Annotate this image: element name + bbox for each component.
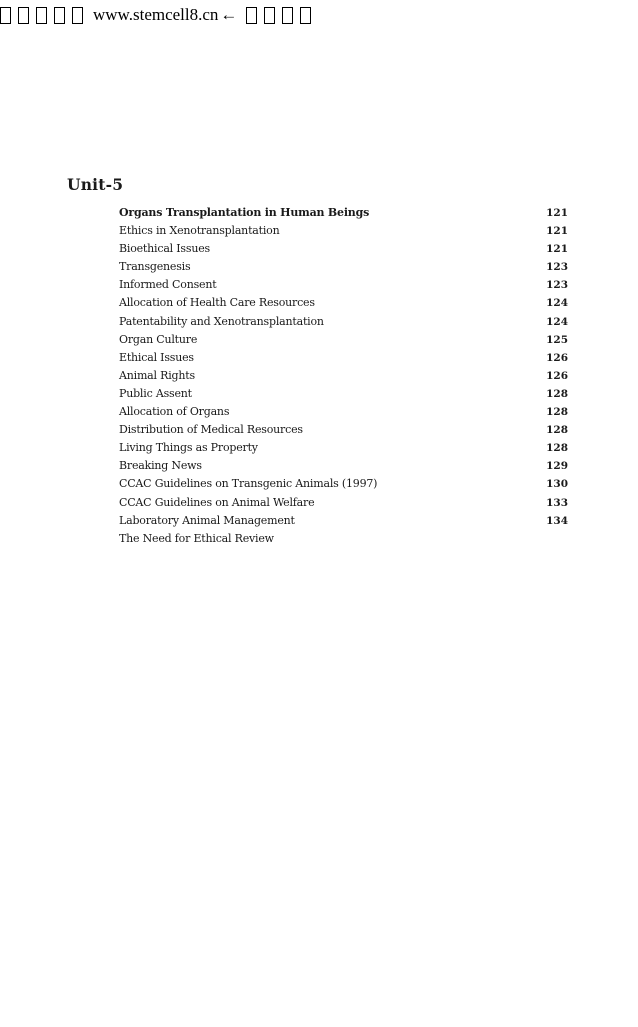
toc-entry[interactable]	[119, 260, 568, 278]
toc-entry[interactable]	[119, 532, 568, 550]
toc-entry[interactable]	[119, 296, 568, 314]
toc-entry-title: The Need for Ethical Review	[119, 531, 274, 545]
toc-entry-title: Laboratory Animal Management	[119, 513, 295, 527]
toc-entry-title: Public Assent	[119, 386, 192, 400]
toc-entry-title: Informed Consent	[119, 278, 217, 292]
missing-glyph-icon	[36, 7, 47, 24]
toc-entry-title: Breaking News	[119, 459, 202, 473]
toc-entry[interactable]	[119, 315, 568, 333]
toc-entry-page: 126	[546, 369, 568, 382]
unit-title: Unit-5	[67, 175, 124, 194]
header-banner	[0, 2, 318, 28]
toc-entry-page: 129	[546, 460, 568, 473]
toc-entry-title: Living Things as Property	[119, 441, 258, 455]
toc-entry-title: Bioethical Issues	[119, 242, 210, 256]
toc-entry-page: 121	[546, 243, 568, 256]
toc-entry-page: 125	[546, 333, 568, 346]
toc-entry-title: CCAC Guidelines on Transgenic Animals (1997)	[119, 477, 378, 491]
toc-entry[interactable]	[119, 242, 568, 260]
toc-entry-page: 130	[546, 478, 568, 491]
missing-glyph-icon	[246, 7, 257, 24]
toc-entry[interactable]	[119, 206, 568, 224]
toc-entry[interactable]	[119, 423, 568, 441]
toc-entry-title: Animal Rights	[119, 368, 195, 382]
toc-entry-title: Organs Transplantation in Human Beings	[119, 206, 370, 219]
toc-entry-title: Organ Culture	[119, 332, 198, 346]
toc-entry-page: 128	[546, 424, 568, 437]
toc-entry[interactable]	[119, 351, 568, 369]
toc-entry-title: Distribution of Medical Resources	[119, 423, 303, 437]
missing-glyph-icon	[54, 7, 65, 24]
toc-entry-page: 134	[546, 514, 568, 527]
toc-entry[interactable]	[119, 441, 568, 459]
toc-entry-page: 128	[546, 442, 568, 455]
toc-entry-page: 121	[546, 207, 568, 219]
missing-glyph-icon	[0, 7, 11, 24]
toc-entry-page: 124	[546, 315, 568, 328]
toc-entry-page: 126	[546, 351, 568, 364]
missing-glyph-icon	[282, 7, 293, 24]
toc-entry[interactable]	[119, 477, 568, 495]
toc-entry[interactable]	[119, 405, 568, 423]
toc-entry[interactable]	[119, 496, 568, 514]
toc-entry[interactable]	[119, 369, 568, 387]
toc-entry-title: Allocation of Organs	[119, 405, 230, 419]
toc-entry-page: 123	[546, 261, 568, 274]
toc-entry-title: Allocation of Health Care Resources	[119, 296, 315, 310]
missing-glyph-icon	[300, 7, 311, 24]
toc-entry-title: Ethical Issues	[119, 350, 194, 364]
missing-glyph-icon	[264, 7, 275, 24]
toc-entry-title: Patentability and Xenotransplantation	[119, 314, 324, 328]
missing-glyph-icon	[72, 7, 83, 24]
toc-entry[interactable]	[119, 387, 568, 405]
toc-entry-title: Ethics in Xenotransplantation	[119, 224, 280, 238]
toc-entry[interactable]	[119, 224, 568, 242]
banner-url-link[interactable]: www.stemcell8.cn	[93, 5, 219, 24]
toc-entry[interactable]	[119, 333, 568, 351]
toc-entry-title: CCAC Guidelines on Animal Welfare	[119, 495, 315, 509]
toc-entry-title: Transgenesis	[119, 260, 191, 274]
toc-entry-page: 133	[546, 496, 568, 509]
toc-entry-page: 128	[546, 406, 568, 419]
toc-entry[interactable]	[119, 278, 568, 296]
table-of-contents	[119, 206, 568, 550]
toc-entry-page: 124	[546, 297, 568, 310]
missing-glyph-icon	[18, 7, 29, 24]
toc-entry[interactable]	[119, 514, 568, 532]
left-arrow-icon: ←	[220, 5, 238, 24]
toc-entry-page: 121	[546, 225, 568, 238]
toc-entry-page: 123	[546, 279, 568, 292]
toc-entry-page: 128	[546, 387, 568, 400]
toc-entry[interactable]	[119, 459, 568, 477]
